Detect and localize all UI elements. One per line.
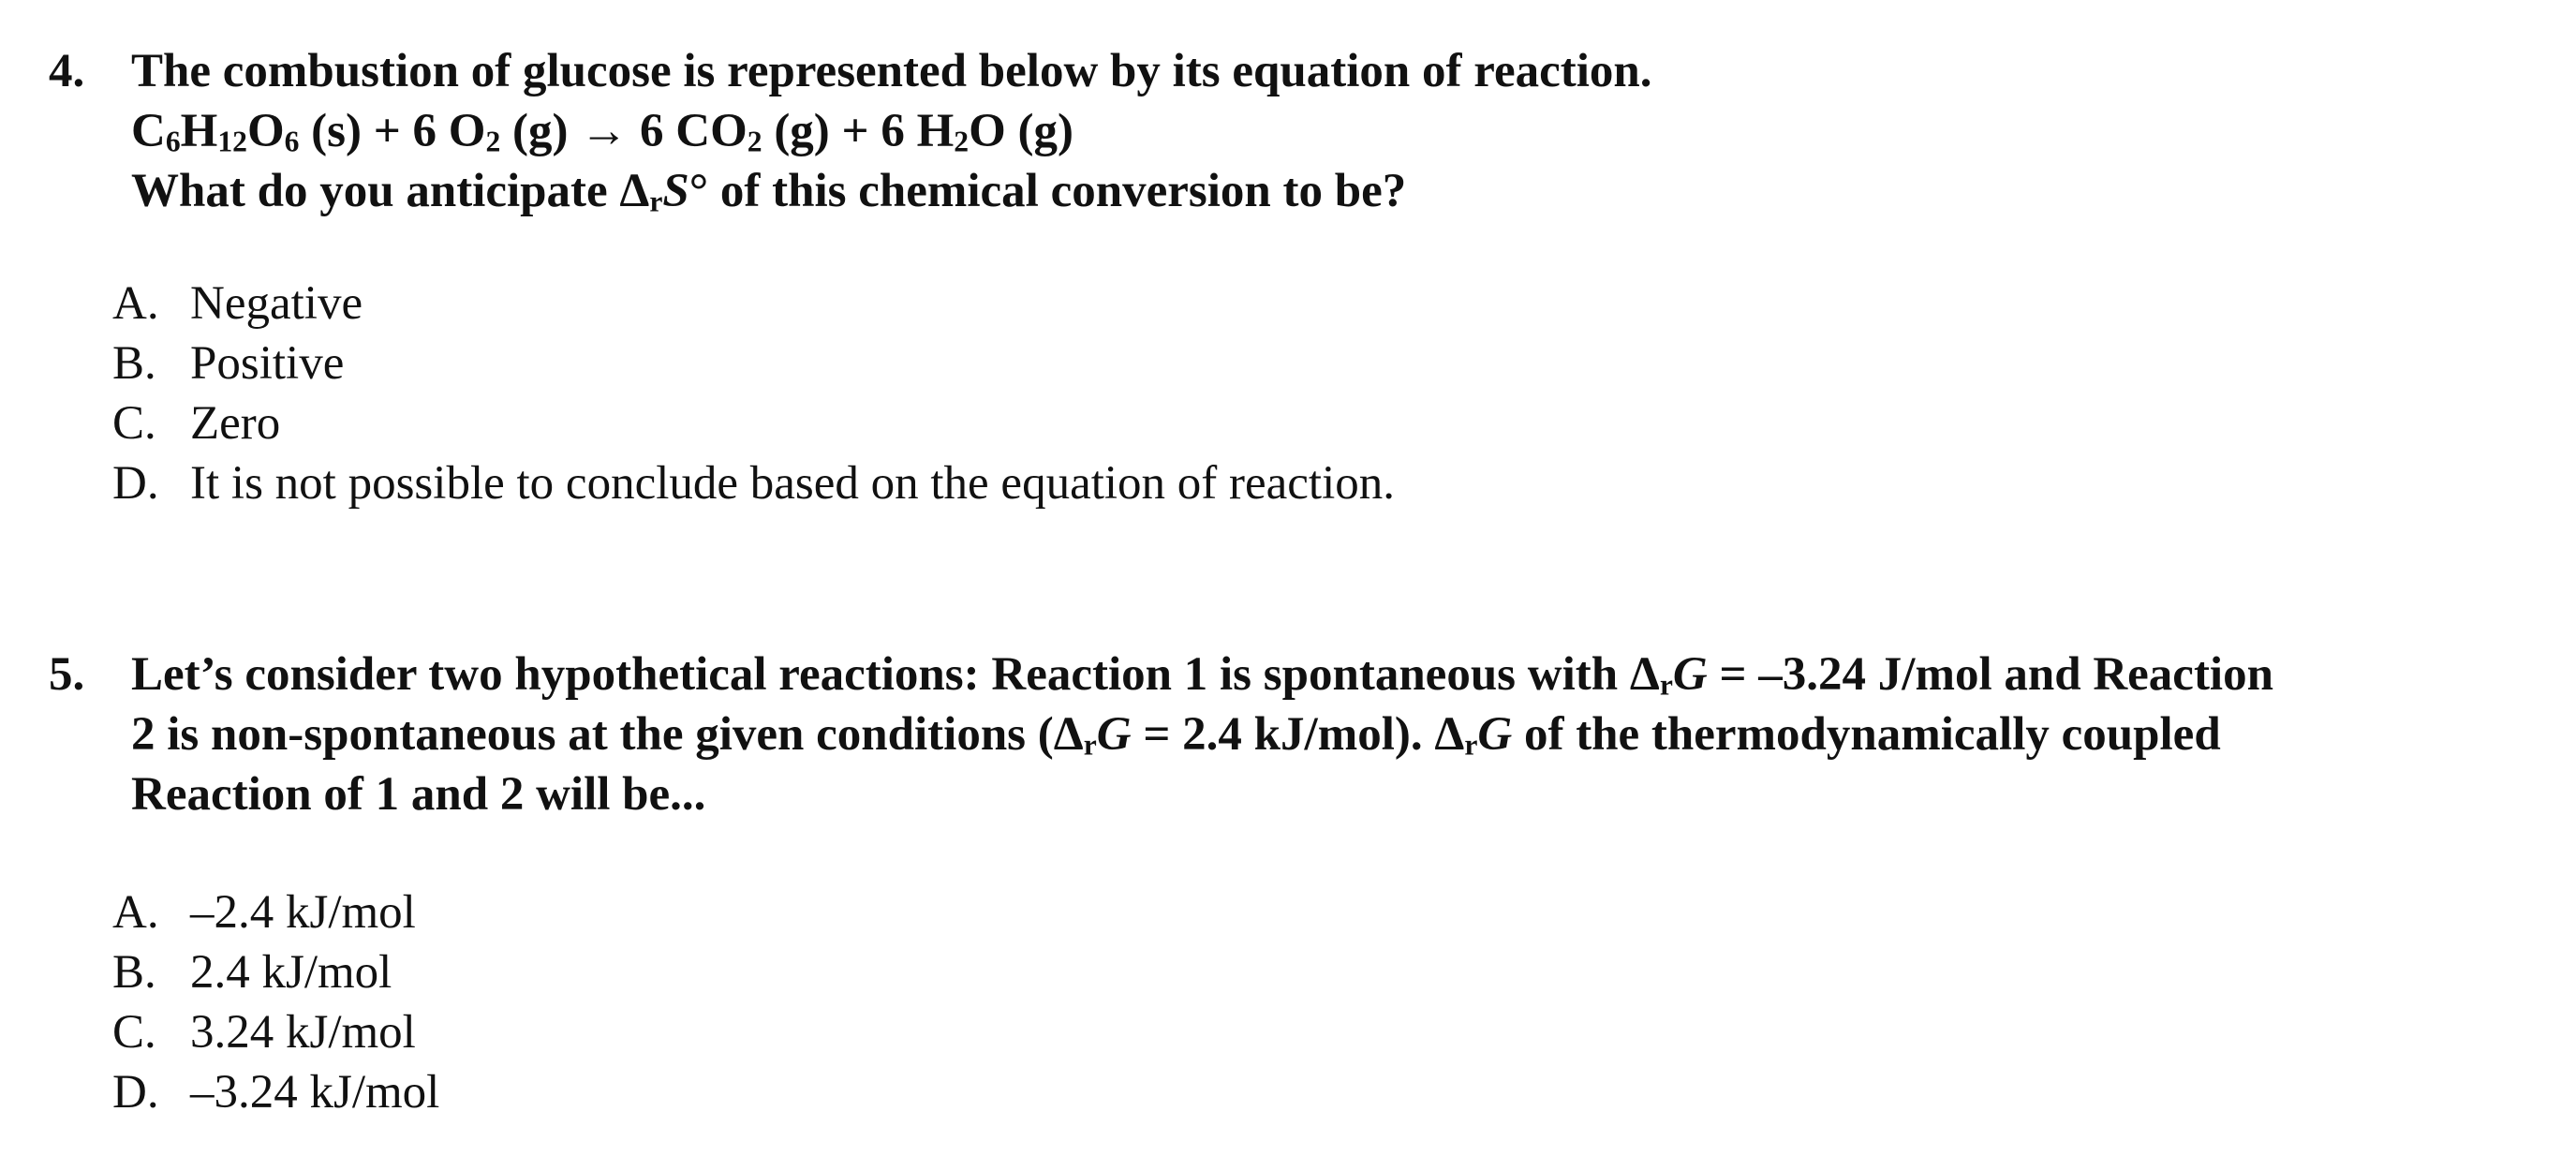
answer-option-d[interactable] — [112, 453, 2503, 513]
answer-options — [112, 274, 2503, 513]
question-number: 4. — [49, 45, 85, 97]
option-letter: A. — [112, 277, 159, 330]
question-text: Reaction of 1 and 2 will be... — [131, 768, 706, 821]
option-text: It is not possible to conclude based on the equation of reaction. — [190, 457, 1396, 510]
answer-option-a[interactable] — [112, 882, 2503, 942]
answer-option-b[interactable] — [112, 333, 2503, 393]
answer-option-a[interactable] — [112, 274, 2503, 333]
option-text: Zero — [190, 397, 281, 450]
option-letter: B. — [112, 337, 156, 390]
option-text: –2.4 kJ/mol — [190, 886, 416, 939]
answer-option-c[interactable] — [112, 393, 2503, 453]
option-text: –3.24 kJ/mol — [190, 1066, 440, 1119]
option-letter: C. — [112, 1006, 156, 1059]
option-letter: D. — [112, 457, 159, 510]
question-text: What do you anticipate $\Delta_rS^\circ$ of this chemical conversion to be? — [131, 165, 1407, 218]
chemical-equation: $C_6H_{12}O_6$ (s) + 6 $O_2$ (g) → 6 $CO_2$ (g) + 6 $H_2O$ (g) — [131, 105, 1073, 158]
answer-option-c[interactable] — [112, 1002, 2503, 1062]
option-letter: A. — [112, 886, 159, 939]
question-number: 5. — [49, 648, 85, 701]
option-letter: D. — [112, 1066, 159, 1119]
question-text: The combustion of glucose is represented below by its equation of reaction. — [131, 45, 1652, 97]
option-text: 3.24 kJ/mol — [190, 1006, 416, 1059]
option-letter: C. — [112, 397, 156, 450]
answer-options — [112, 882, 2503, 1122]
answer-option-d[interactable] — [112, 1062, 2503, 1122]
option-text: Positive — [190, 337, 345, 390]
option-text: 2.4 kJ/mol — [190, 946, 392, 999]
answer-option-b[interactable] — [112, 942, 2503, 1002]
question-5 — [49, 645, 2503, 1122]
option-letter: B. — [112, 946, 156, 999]
option-text: Negative — [190, 277, 363, 330]
question-text: 2 is non-spontaneous at the given conditions ($\Delta_rG = 2.4$ kJ/mol). $\Delta_rG$ of the thermodynamically coupled — [131, 708, 2221, 762]
question-4 — [49, 41, 2503, 513]
question-text: Let’s consider two hypothetical reactions: Reaction 1 is spontaneous with $\Delta_rG = -3.24$ J/mol and Reaction — [131, 648, 2273, 702]
question-5-stem — [49, 645, 2503, 824]
question-4-stem — [49, 41, 2503, 221]
